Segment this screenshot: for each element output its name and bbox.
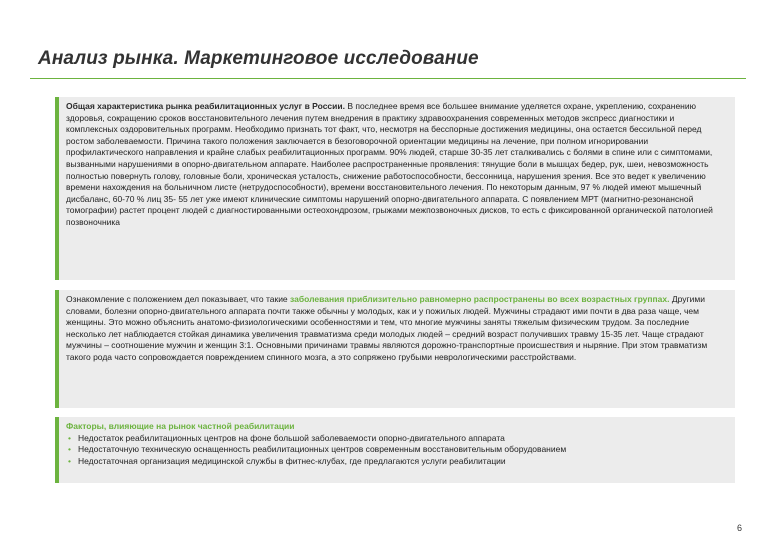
factors-heading: Факторы, влияющие на рынок частной реабилитации	[66, 421, 295, 431]
market-overview-text: В последнее время все большее внимание уделяется охране, укреплению, сохранению здоровья, сокращению сроков восстановительного лечения путем внедрения в практику здравоохранения современных методов экспресс диагностики и комплексных оздоровительных программ. Необходимо признать тот факт, что, несмотря на бесспорные достижения медицины, она остается бессильной перед ростом заболеваемости. Причина такого положения заключается в безоговорочной ориентации медицины на лечение, при полном игнорировании профилактического направления и крайне слабых реабилитационных программ. 90% людей, старше 30-35 лет сталкивались с болями в спине или с симптомами, вызванными нарушениями в опорно-двигательном аппарате. Наиболее распространенные проявления: тянущие боли в мышцах бедер, рук, шеи, невозможность полностью повернуть голову, головные боли, хроническая усталость, снижение работоспособности, бессонница, нарушения зрения. Все это ведет к увеличению времени нахождения на больничном листе (нетрудоспособности), времени восстановительного лечения. По некоторым данным, 97 % людей имеют мышечный дисбаланс, 60-70 % лиц 35- 55 лет уже имеют клинические симптомы нарушений опорно-двигательного аппарата. С появлением МРТ (магнитно-резонансной томографии) растет процент людей с диагностированными остеохондрозом, грыжами межпозвоночных дисков, то есть с фиксированной органической патологией позвоночника	[66, 101, 713, 227]
factor-item	[66, 456, 727, 468]
title-divider	[30, 78, 746, 79]
page-title: Анализ рынка. Маркетинговое исследование	[38, 48, 479, 69]
bullet-icon: •	[68, 444, 71, 455]
demographics-text-end: Другими словами, болезни опорно-двигательного аппарата почти также обычны у молодых, как и у пожилых людей. Мужчины страдают ими почти в два раза чаще, чем женщины. Это можно объяснить анатомо-физиологическими особенностями и тем, что многие мужчины заняты тяжелым физическим трудом. За последние несколько лет наблюдается стойкая динамика увеличения травматизма среди молодых людей – средний возраст получивших травму 15-35 лет. Чаще страдают мужчины – соотношение мужчин и женщин 3:1. Основными причинами травмы являются дорожно-транспортные происшествия и ныряние. При этом травматизм такого рода часто сопровождается повреждением спинного мозга, а это сопряжено грубыми неврологическими расстройствами.	[66, 294, 708, 362]
factor-item	[66, 433, 727, 445]
market-overview-block	[55, 97, 735, 280]
bullet-icon: •	[68, 432, 71, 443]
demographics-text-start: Ознакомление с положением дел показывает, что такие	[66, 294, 291, 304]
market-overview-lead: Общая характеристика рынка реабилитационных услуг в России.	[66, 101, 345, 111]
market-overview-paragraph	[66, 101, 727, 229]
page-number: 6	[736, 523, 742, 533]
factors-block	[55, 417, 735, 483]
factors-list	[66, 433, 727, 468]
factor-item	[66, 444, 727, 456]
factor-item-text: Недостаточная организация медицинской службы в фитнес-клубах, где предлагаются услуги реабилитации	[78, 455, 506, 466]
bullet-icon: •	[68, 455, 71, 466]
demographics-paragraph	[66, 294, 727, 364]
factor-item-text: Недостаток реабилитационных центров на фоне большой заболеваемости опорно-двигательного аппарата	[78, 432, 505, 443]
demographics-block	[55, 290, 735, 408]
demographics-highlight: заболевания приблизительно равномерно распространены во всех возрастных группах.	[290, 294, 670, 304]
factor-item-text: Недостаточную техническую оснащенность реабилитационных центров современным восстановительным оборудованием	[78, 444, 567, 455]
